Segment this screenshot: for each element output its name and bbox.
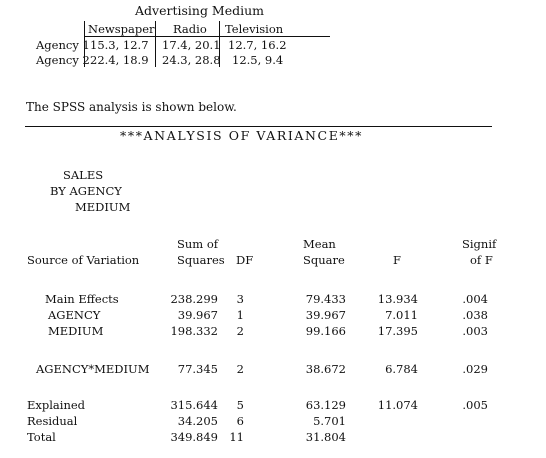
by-line: BY AGENCY xyxy=(50,184,122,198)
row-f: 7.011 xyxy=(385,308,418,322)
header-ss-bottom: Squares xyxy=(177,253,225,267)
row-f: 6.784 xyxy=(385,362,418,376)
row-ss: 349.849 xyxy=(170,430,218,444)
table-cell: 24.3, 28.8 xyxy=(162,53,221,67)
section-rule xyxy=(25,126,492,127)
row-f: 13.934 xyxy=(377,292,418,306)
row-source: Residual xyxy=(27,414,78,428)
row-source: AGENCY xyxy=(48,308,101,322)
row-ss: 39.967 xyxy=(177,308,218,322)
row-ss: 34.205 xyxy=(177,414,218,428)
row-sig: .004 xyxy=(462,292,488,306)
row-df: 11 xyxy=(229,430,244,444)
row-ms: 5.701 xyxy=(313,414,346,428)
row-sig: .003 xyxy=(462,324,488,338)
row-df: 3 xyxy=(236,292,244,306)
table-divider xyxy=(155,21,156,67)
row-label: Agency 1 xyxy=(36,38,90,52)
table-rule xyxy=(84,36,330,37)
row-sig: .038 xyxy=(462,308,488,322)
header-f: F xyxy=(393,253,401,267)
table-cell: 17.4, 20.1 xyxy=(162,38,221,52)
row-ms: 38.672 xyxy=(305,362,346,376)
row-sig: .029 xyxy=(462,362,488,376)
row-source: Explained xyxy=(27,398,86,412)
row-df: 6 xyxy=(236,414,244,428)
header-source: Source of Variation xyxy=(27,253,140,267)
table-cell: 12.5, 9.4 xyxy=(232,53,284,67)
table-cell: 12.7, 16.2 xyxy=(228,38,287,52)
row-ms: 31.804 xyxy=(305,430,346,444)
advertising-table xyxy=(30,21,330,84)
row-ss: 198.332 xyxy=(170,324,218,338)
row-ms: 99.166 xyxy=(305,324,346,338)
row-ss: 315.644 xyxy=(170,398,218,412)
row-df: 5 xyxy=(236,398,244,412)
header-ms-bottom: Square xyxy=(303,253,345,267)
row-ms: 39.967 xyxy=(305,308,346,322)
row-sig: .005 xyxy=(462,398,488,412)
row-ms: 63.129 xyxy=(305,398,346,412)
row-source: Main Effects xyxy=(45,292,119,306)
table-cell: 15.3, 12.7 xyxy=(90,38,149,52)
column-header: Television xyxy=(225,22,284,36)
row-source: AGENCY*MEDIUM xyxy=(36,362,150,376)
factor-line: MEDIUM xyxy=(75,200,131,214)
column-header: Radio xyxy=(173,22,207,36)
anova-title: ***ANALYSIS OF VARIANCE*** xyxy=(120,128,363,143)
header-df: DF xyxy=(236,253,254,267)
row-source: Total xyxy=(27,430,56,444)
row-df: 2 xyxy=(236,324,244,338)
column-header: Newspaper xyxy=(88,22,155,36)
header-ss-top: Sum of xyxy=(177,237,219,251)
table-cell: 22.4, 18.9 xyxy=(90,53,149,67)
row-ms: 79.433 xyxy=(305,292,346,306)
header-ms-top: Mean xyxy=(303,237,336,251)
row-ss: 77.345 xyxy=(177,362,218,376)
header-sig-bottom: of F xyxy=(470,253,493,267)
table-title: Advertising Medium xyxy=(135,3,265,18)
row-label: Agency 2 xyxy=(36,53,90,67)
dependent-variable: SALES xyxy=(63,168,104,182)
row-df: 2 xyxy=(236,362,244,376)
row-f: 17.395 xyxy=(377,324,418,338)
header-sig-top: Signif xyxy=(462,237,497,251)
row-f: 11.074 xyxy=(377,398,418,412)
row-source: MEDIUM xyxy=(48,324,104,338)
spss-text: The SPSS analysis is shown below. xyxy=(26,100,237,114)
row-ss: 238.299 xyxy=(170,292,218,306)
row-df: 1 xyxy=(236,308,244,322)
